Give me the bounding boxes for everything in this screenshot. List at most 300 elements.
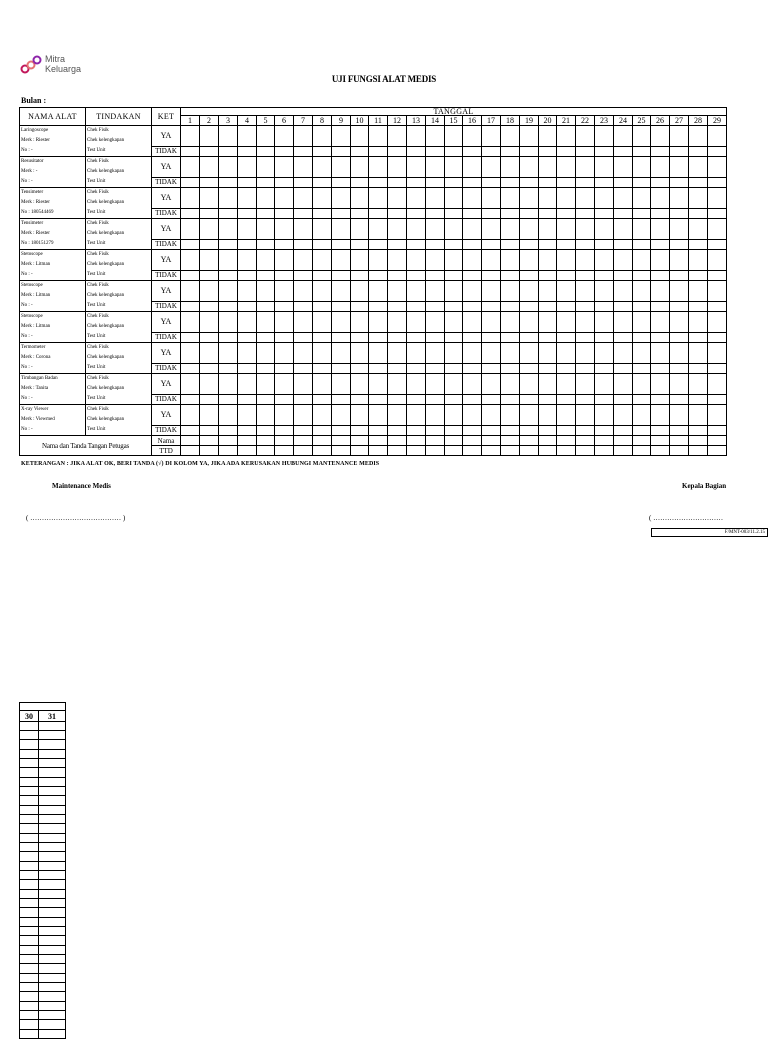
check-cell: [313, 177, 332, 188]
header-ket: KET: [152, 108, 181, 126]
item-row: [20, 425, 727, 436]
check-cell: [332, 126, 351, 147]
check-cell: [520, 188, 539, 209]
check-cell: [614, 270, 633, 281]
check-cell: [520, 270, 539, 281]
check-cell: [557, 126, 576, 147]
check-cell: [20, 918, 39, 927]
item-row: [20, 146, 727, 157]
check-cell: [614, 188, 633, 209]
item-row: [20, 405, 727, 416]
check-cell: [332, 374, 351, 395]
check-cell: [257, 374, 275, 395]
check-cell: [482, 146, 501, 157]
signature-cell: [520, 436, 539, 446]
check-cell: [20, 862, 39, 871]
check-cell: [200, 394, 219, 405]
check-cell: [257, 250, 275, 271]
day-header: 6: [275, 116, 294, 126]
check-cell: [595, 250, 614, 271]
check-cell: [20, 750, 39, 759]
check-cell: [275, 270, 294, 281]
item-tindakan-line: Chek Fisik: [86, 405, 152, 416]
check-cell: [708, 405, 727, 426]
ket-ya: YA: [152, 250, 181, 271]
check-cell: [614, 239, 633, 250]
check-cell: [426, 208, 445, 219]
check-cell: [445, 146, 463, 157]
check-cell: [445, 219, 463, 240]
check-cell: [20, 824, 39, 834]
check-cell: [445, 312, 463, 333]
check-cell: [708, 146, 727, 157]
check-cell: [614, 219, 633, 240]
check-cell: [275, 281, 294, 302]
day-header: 9: [332, 116, 351, 126]
check-cell: [275, 250, 294, 271]
check-cell: [181, 301, 200, 312]
day-header: 4: [238, 116, 257, 126]
check-cell: [708, 177, 727, 188]
ket-ya: YA: [152, 157, 181, 178]
check-cell: [651, 208, 670, 219]
check-cell: [426, 157, 445, 178]
signature-cell: [426, 446, 445, 456]
check-cell: [708, 425, 727, 436]
day-header: 12: [388, 116, 407, 126]
check-cell: [426, 363, 445, 374]
check-cell: [520, 405, 539, 426]
check-cell: [369, 188, 388, 209]
ket-tidak: TIDAK: [152, 177, 181, 188]
check-cell: [651, 332, 670, 343]
check-cell: [633, 126, 651, 147]
check-cell: [651, 188, 670, 209]
day-header: 27: [670, 116, 689, 126]
continuation-table: [19, 702, 66, 1039]
check-cell: [219, 219, 238, 240]
check-cell: [369, 157, 388, 178]
item-name-line: No : -: [20, 177, 86, 188]
item-tindakan-line: Chek kelengkapan: [86, 415, 152, 425]
signature-line-kepala: ( …………………………: [649, 514, 724, 522]
check-cell: [539, 374, 557, 395]
check-cell: [294, 343, 313, 364]
check-cell: [200, 146, 219, 157]
check-cell: [20, 787, 39, 796]
check-cell: [651, 374, 670, 395]
check-cell: [708, 374, 727, 395]
check-cell: [39, 1020, 66, 1030]
signature-cell: [633, 436, 651, 446]
check-cell: [426, 239, 445, 250]
check-cell: [426, 405, 445, 426]
check-cell: [708, 250, 727, 271]
check-cell: [633, 157, 651, 178]
ket-ya: YA: [152, 374, 181, 395]
check-cell: [332, 405, 351, 426]
signature-cell: [670, 446, 689, 456]
check-cell: [332, 177, 351, 188]
check-cell: [351, 126, 369, 147]
check-cell: [445, 270, 463, 281]
ket-tidak: TIDAK: [152, 301, 181, 312]
signature-cell: [407, 446, 426, 456]
check-cell: [238, 301, 257, 312]
check-cell: [407, 425, 426, 436]
item-row: [20, 177, 727, 188]
ket-ya: YA: [152, 126, 181, 147]
check-cell: [181, 332, 200, 343]
check-cell: [689, 394, 708, 405]
check-cell: [482, 374, 501, 395]
check-cell: [463, 126, 482, 147]
day-header: 16: [463, 116, 482, 126]
signature-cell: [651, 436, 670, 446]
check-cell: [332, 239, 351, 250]
signature-cell: [557, 436, 576, 446]
check-cell: [219, 157, 238, 178]
check-cell: [407, 343, 426, 364]
check-cell: [200, 157, 219, 178]
check-cell: [39, 824, 66, 834]
check-cell: [369, 146, 388, 157]
check-cell: [576, 343, 595, 364]
check-cell: [595, 270, 614, 281]
check-cell: [388, 157, 407, 178]
item-tindakan-line: Chek kelengkapan: [86, 260, 152, 270]
check-cell: [238, 188, 257, 209]
check-cell: [257, 405, 275, 426]
check-cell: [20, 880, 39, 890]
check-cell: [501, 126, 520, 147]
check-cell: [407, 219, 426, 240]
check-cell: [557, 425, 576, 436]
check-cell: [595, 332, 614, 343]
check-cell: [39, 890, 66, 899]
check-cell: [238, 250, 257, 271]
check-cell: [369, 332, 388, 343]
check-cell: [539, 126, 557, 147]
check-cell: [332, 157, 351, 178]
check-cell: [388, 312, 407, 333]
check-cell: [482, 270, 501, 281]
item-tindakan-line: Test Unit: [86, 363, 152, 374]
check-cell: [670, 208, 689, 219]
check-cell: [708, 301, 727, 312]
check-cell: [275, 425, 294, 436]
check-cell: [482, 157, 501, 178]
check-cell: [445, 281, 463, 302]
check-cell: [294, 250, 313, 271]
check-cell: [689, 301, 708, 312]
check-cell: [576, 239, 595, 250]
check-cell: [520, 374, 539, 395]
check-cell: [294, 301, 313, 312]
check-cell: [407, 394, 426, 405]
ket-ya: YA: [152, 281, 181, 302]
check-cell: [407, 239, 426, 250]
check-cell: [633, 374, 651, 395]
check-cell: [557, 177, 576, 188]
check-cell: [313, 343, 332, 364]
check-cell: [426, 126, 445, 147]
check-cell: [670, 188, 689, 209]
check-cell: [200, 208, 219, 219]
check-cell: [332, 312, 351, 333]
signature-cell: [369, 436, 388, 446]
check-cell: [595, 177, 614, 188]
check-cell: [313, 270, 332, 281]
check-cell: [200, 301, 219, 312]
check-cell: [689, 425, 708, 436]
check-cell: [39, 778, 66, 787]
check-cell: [407, 208, 426, 219]
check-cell: [20, 768, 39, 778]
check-cell: [539, 394, 557, 405]
check-cell: [670, 301, 689, 312]
check-cell: [313, 394, 332, 405]
check-cell: [39, 918, 66, 927]
check-cell: [369, 281, 388, 302]
check-cell: [39, 946, 66, 955]
check-cell: [689, 363, 708, 374]
check-cell: [614, 425, 633, 436]
item-row: [20, 270, 727, 281]
check-cell: [407, 363, 426, 374]
check-cell: [576, 312, 595, 333]
check-cell: [200, 332, 219, 343]
check-cell: [257, 425, 275, 436]
ket-tidak: TIDAK: [152, 208, 181, 219]
item-name-line: Merk : Litman: [20, 291, 86, 301]
check-cell: [482, 405, 501, 426]
check-cell: [39, 974, 66, 983]
signature-cell: [670, 436, 689, 446]
check-cell: [39, 852, 66, 862]
item-tindakan-line: Chek kelengkapan: [86, 198, 152, 208]
check-cell: [633, 239, 651, 250]
item-tindakan-line: Test Unit: [86, 208, 152, 219]
check-cell: [407, 188, 426, 209]
check-cell: [708, 343, 727, 364]
check-cell: [313, 250, 332, 271]
ket-tidak: TIDAK: [152, 363, 181, 374]
item-name-line: Merk : Litman: [20, 260, 86, 270]
check-cell: [614, 250, 633, 271]
check-cell: [351, 374, 369, 395]
check-cell: [482, 363, 501, 374]
item-tindakan-line: Test Unit: [86, 146, 152, 157]
check-cell: [576, 126, 595, 147]
item-row: [20, 374, 727, 385]
signature-cell: [351, 436, 369, 446]
item-tindakan-line: Chek kelengkapan: [86, 167, 152, 177]
check-cell: [501, 343, 520, 364]
check-cell: [388, 363, 407, 374]
day-header: 17: [482, 116, 501, 126]
day-header: 14: [426, 116, 445, 126]
check-cell: [20, 899, 39, 908]
check-cell: [351, 219, 369, 240]
check-cell: [219, 270, 238, 281]
mitra-keluarga-logo-icon: [19, 54, 43, 76]
check-cell: [708, 312, 727, 333]
signature-nama: Nama: [152, 436, 181, 446]
check-cell: [689, 343, 708, 364]
check-cell: [200, 312, 219, 333]
signature-cell: [482, 446, 501, 456]
day-header: 10: [351, 116, 369, 126]
check-cell: [708, 126, 727, 147]
check-cell: [539, 250, 557, 271]
check-cell: [407, 405, 426, 426]
check-cell: [238, 332, 257, 343]
check-cell: [614, 312, 633, 333]
check-cell: [576, 270, 595, 281]
check-cell: [576, 157, 595, 178]
check-cell: [181, 126, 200, 147]
check-cell: [445, 332, 463, 343]
signature-cell: [257, 436, 275, 446]
check-cell: [501, 332, 520, 343]
item-name-line: Merk : Litman: [20, 322, 86, 332]
check-cell: [369, 374, 388, 395]
signature-cell: [313, 446, 332, 456]
check-cell: [20, 927, 39, 936]
check-cell: [20, 936, 39, 946]
check-cell: [275, 188, 294, 209]
check-cell: [633, 301, 651, 312]
check-cell: [445, 157, 463, 178]
check-cell: [20, 778, 39, 787]
check-cell: [708, 281, 727, 302]
check-cell: [388, 270, 407, 281]
check-cell: [388, 219, 407, 240]
check-cell: [689, 312, 708, 333]
check-cell: [651, 363, 670, 374]
check-cell: [407, 332, 426, 343]
check-cell: [463, 405, 482, 426]
check-cell: [520, 281, 539, 302]
check-cell: [200, 219, 219, 240]
check-cell: [332, 425, 351, 436]
check-cell: [275, 394, 294, 405]
check-cell: [332, 394, 351, 405]
day-header: 11: [369, 116, 388, 126]
check-cell: [614, 332, 633, 343]
check-cell: [20, 815, 39, 824]
item-row: [20, 219, 727, 230]
item-tindakan-line: Chek kelengkapan: [86, 136, 152, 146]
check-cell: [20, 796, 39, 806]
check-cell: [275, 157, 294, 178]
check-cell: [576, 219, 595, 240]
check-cell: [689, 177, 708, 188]
check-cell: [520, 208, 539, 219]
check-cell: [445, 405, 463, 426]
check-cell: [294, 126, 313, 147]
check-cell: [670, 405, 689, 426]
check-cell: [670, 281, 689, 302]
check-cell: [257, 146, 275, 157]
check-cell: [388, 239, 407, 250]
signature-cell: [463, 446, 482, 456]
check-cell: [332, 343, 351, 364]
check-cell: [388, 332, 407, 343]
check-cell: [463, 250, 482, 271]
ket-tidak: TIDAK: [152, 239, 181, 250]
check-cell: [257, 301, 275, 312]
check-cell: [426, 301, 445, 312]
check-cell: [463, 425, 482, 436]
check-cell: [332, 270, 351, 281]
check-cell: [369, 301, 388, 312]
check-cell: [426, 219, 445, 240]
check-cell: [39, 983, 66, 992]
check-cell: [219, 332, 238, 343]
check-cell: [407, 374, 426, 395]
check-cell: [651, 177, 670, 188]
signature-cell: [313, 436, 332, 446]
check-cell: [294, 219, 313, 240]
check-cell: [708, 394, 727, 405]
item-tindakan-line: Chek Fisik: [86, 374, 152, 385]
check-cell: [501, 270, 520, 281]
check-cell: [463, 219, 482, 240]
check-cell: [351, 270, 369, 281]
check-cell: [313, 219, 332, 240]
check-cell: [445, 301, 463, 312]
day-header: 25: [633, 116, 651, 126]
check-cell: [181, 343, 200, 364]
check-cell: [20, 843, 39, 852]
check-cell: [20, 806, 39, 815]
check-cell: [595, 157, 614, 178]
check-cell: [426, 177, 445, 188]
check-cell: [238, 363, 257, 374]
check-cell: [294, 146, 313, 157]
check-cell: [689, 219, 708, 240]
check-cell: [369, 250, 388, 271]
check-cell: [557, 219, 576, 240]
check-cell: [313, 405, 332, 426]
check-cell: [351, 157, 369, 178]
signature-cell: [633, 446, 651, 456]
check-cell: [39, 796, 66, 806]
check-cell: [576, 405, 595, 426]
signature-cell: [294, 436, 313, 446]
check-cell: [181, 208, 200, 219]
item-name-line: No : -: [20, 363, 86, 374]
check-cell: [539, 312, 557, 333]
check-cell: [426, 188, 445, 209]
signature-cell: [181, 446, 200, 456]
check-cell: [39, 955, 66, 964]
check-cell: [313, 363, 332, 374]
check-cell: [595, 394, 614, 405]
check-cell: [633, 219, 651, 240]
item-tindakan-line: Test Unit: [86, 177, 152, 188]
check-cell: [20, 955, 39, 964]
check-cell: [219, 177, 238, 188]
check-cell: [275, 374, 294, 395]
check-cell: [557, 394, 576, 405]
check-cell: [351, 405, 369, 426]
item-name-line: Stetoscope: [20, 281, 86, 292]
check-cell: [595, 281, 614, 302]
check-cell: [651, 312, 670, 333]
